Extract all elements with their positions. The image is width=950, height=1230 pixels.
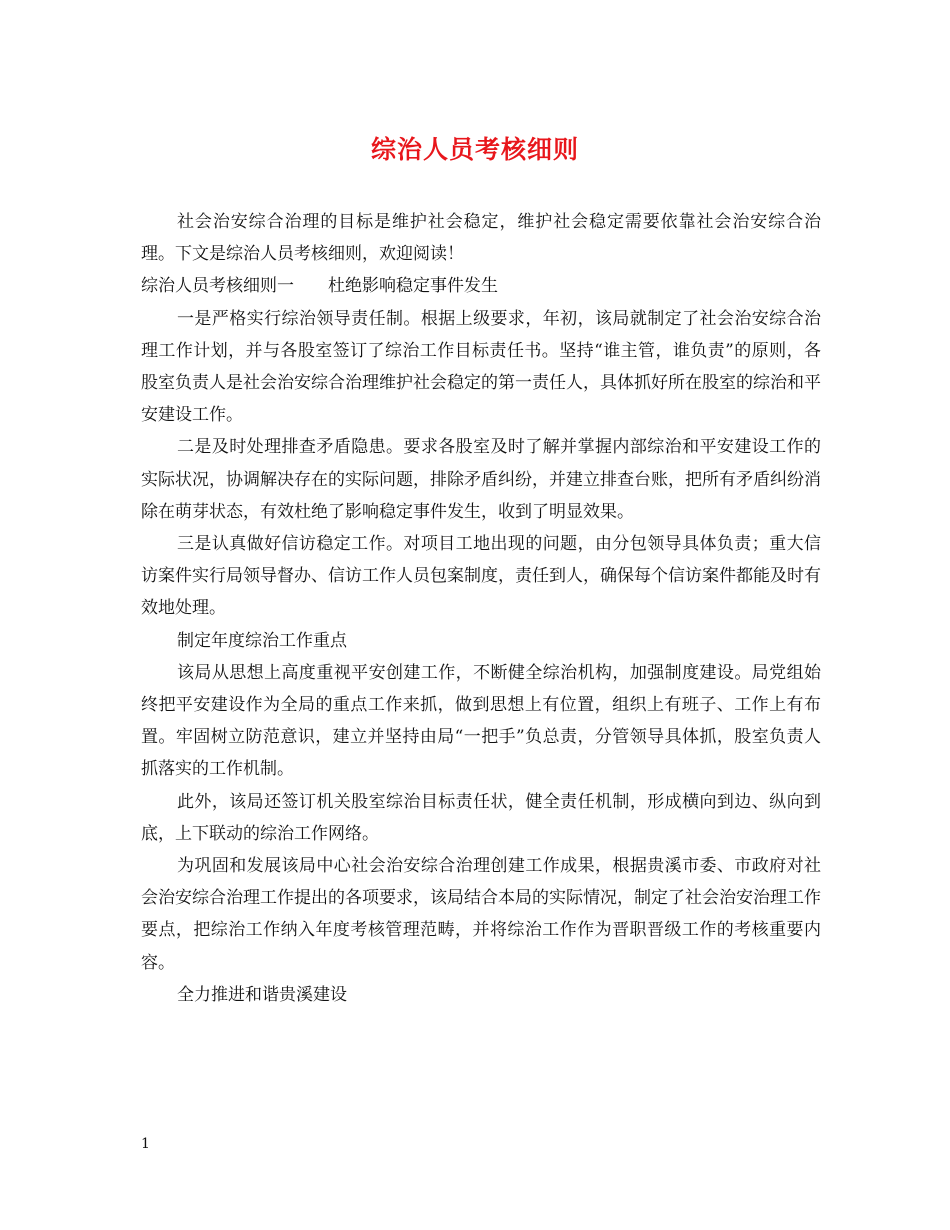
paragraph-item-2: 二是及时处理排查矛盾隐患。要求各股室及时了解并掌握内部综治和平安建设工作的实际状况，协调解决存在的实际问题，排除矛盾纠纷，并建立排查台账，把所有矛盾纠纷消除在萌芽状态，有效杜绝了影响稳定事件发生，收到了明显效果。	[141, 437, 821, 522]
paragraph-consolidation: 为巩固和发展该局中心社会治安综合治理创建工作成果，根据贵溪市委、市政府对社会治安综合治理工作提出的各项要求，该局结合本局的实际情况，制定了社会治安治理工作要点，把综治工作纳入年度考核管理范畴，并将综治工作作为晋职晋级工作的考核重要内容。	[141, 856, 821, 973]
section-heading-1: 综治人员考核细则一 杜绝影响稳定事件发生	[141, 276, 498, 297]
paragraph-responsibility: 此外，该局还签订机关股室综治目标责任状，健全责任机制，形成横向到边、纵向到底，上下联动的综治工作网络。	[141, 791, 821, 844]
section-heading-2: 制定年度综治工作重点	[177, 630, 347, 651]
paragraph-work-focus: 该局从思想上高度重视平安创建工作，不断健全综治机构，加强制度建设。局党组始终把平安建设作为全局的重点工作来抓，做到思想上有位置，组织上有班子、工作上有布置。牢固树立防范意识，建立并坚持由局“一把手”负总责，分管领导具体抓，股室负责人抓落实的工作机制。	[141, 662, 821, 780]
section-heading-3: 全力推进和谐贵溪建设	[177, 984, 347, 1005]
paragraph-item-3: 三是认真做好信访稳定工作。对项目工地出现的问题，由分包领导具体负责；重大信访案件实行局领导督办、信访工作人员包案制度，责任到人，确保每个信访案件都能及时有效地处理。	[141, 534, 821, 619]
page-number: 1	[141, 1136, 150, 1152]
paragraph-item-1: 一是严格实行综治领导责任制。根据上级要求，年初，该局就制定了社会治安综合治理工作计划，并与各股室签订了综治工作目标责任书。坚持“谁主管，谁负责”的原则，各股室负责人是社会治安综合治理维护社会稳定的第一责任人，具体抓好所在股室的综治和平安建设工作。	[141, 308, 821, 426]
document-title: 综治人员考核细则	[370, 135, 579, 164]
paragraph-intro: 社会治安综合治理的目标是维护社会稳定，维护社会稳定需要依靠社会治安综合治理。下文是综治人员考核细则，欢迎阅读！	[141, 212, 821, 265]
document-body	[141, 206, 821, 1011]
